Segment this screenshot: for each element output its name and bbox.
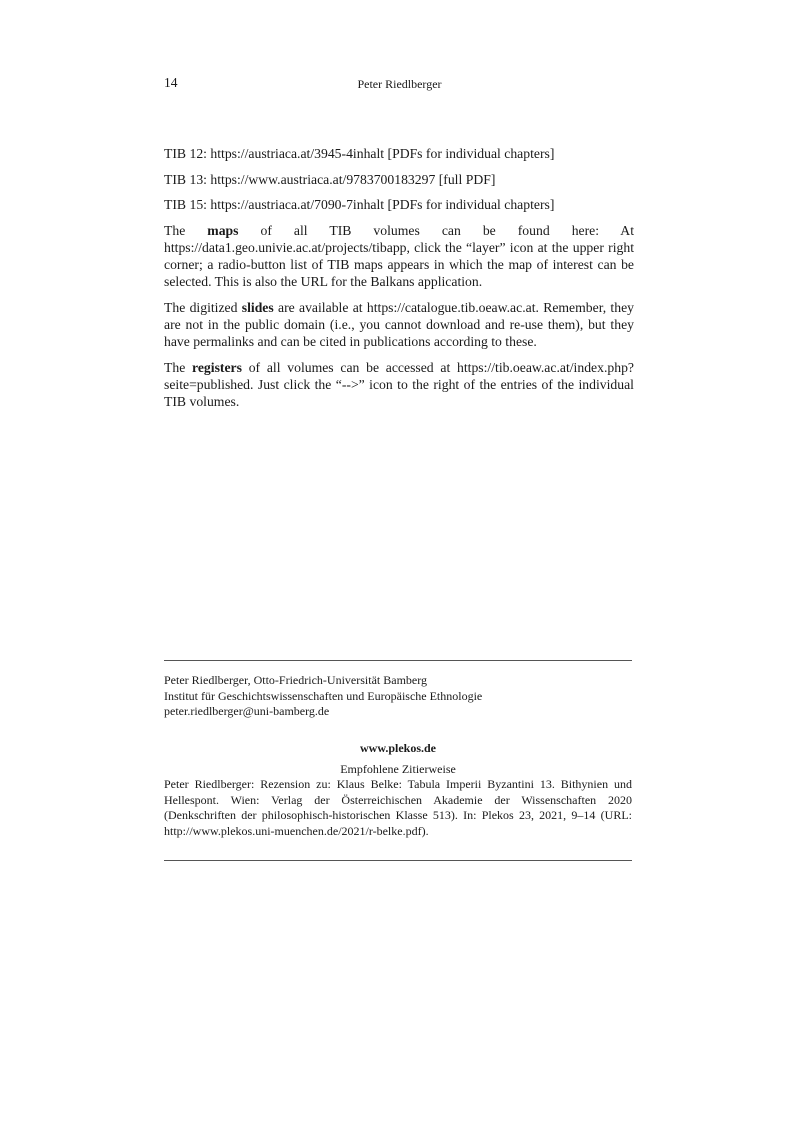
body-text [164, 145, 634, 419]
citation-heading: Empfohlene Zitierweise [340, 761, 456, 776]
affiliation [164, 673, 482, 720]
affiliation-line-1: Peter Riedlberger, Otto-Friedrich-Universität Bamberg [164, 673, 428, 687]
maps-bold: maps [207, 222, 239, 238]
slides-text-after: are available at https://catalogue.tib.oeaw.ac.at. Remember, they are not in the public domain (i.e., you cannot download and re-use them), but they have permalinks and can be cited in publications according to these. [164, 299, 634, 349]
slides-text-before: The digitized [164, 299, 242, 315]
page-number: 14 [164, 75, 178, 90]
site-link: www.plekos.de [359, 741, 436, 755]
affiliation-email: peter.riedlberger@uni-bamberg.de [164, 704, 330, 718]
divider-top [164, 660, 632, 661]
maps-paragraph [164, 222, 634, 290]
affiliation-line-2: Institut für Geschichtswissenschaften und Europäische Ethnologie [164, 688, 483, 703]
footer [164, 741, 632, 839]
registers-bold: registers [192, 359, 242, 375]
registers-text-before: The [164, 359, 193, 375]
registers-text-after: of all volumes can be accessed at https://tib.oeaw.ac.at/index.php?seite=published. Just click the “-->” icon to the right of the entries of the individual TIB volumes. [164, 359, 634, 409]
slides-paragraph [164, 299, 634, 350]
registers-paragraph [164, 359, 634, 410]
divider-bottom [164, 860, 632, 861]
maps-text-before: The [164, 222, 208, 238]
citation-text: Peter Riedlberger: Rezension zu: Klaus Belke: Tabula Imperii Byzantini 13. Bithynien und Hellespont. Wien: Verlag der Österreichischen Akademie der Wissenschaften 2020 (Denkschriften der philosophisch-historischen Klasse 513). In: Plekos 23, 2021, 9–14 (URL: http://www.plekos.uni-muenchen.de/2021/r-belke.pdf). [164, 777, 632, 838]
maps-text-after: of all TIB volumes can be found here: At https://data1.geo.univie.ac.at/projects/tibapp, click the “layer” icon at the upper right corner; a radio-button list of TIB maps appears in which the map of interest can be selected. This is also the URL for the Balkans application. [164, 222, 634, 289]
link-tib-13: TIB 13: https://www.austriaca.at/9783700183297 [full PDF] [164, 171, 496, 187]
running-head: Peter Riedlberger [357, 77, 442, 91]
link-tib-15: TIB 15: https://austriaca.at/7090-7inhalt [PDFs for individual chapters] [164, 197, 555, 212]
link-tib-12: TIB 12: https://austriaca.at/3945-4inhalt [PDFs for individual chapters] [164, 146, 555, 161]
slides-bold: slides [241, 299, 274, 315]
